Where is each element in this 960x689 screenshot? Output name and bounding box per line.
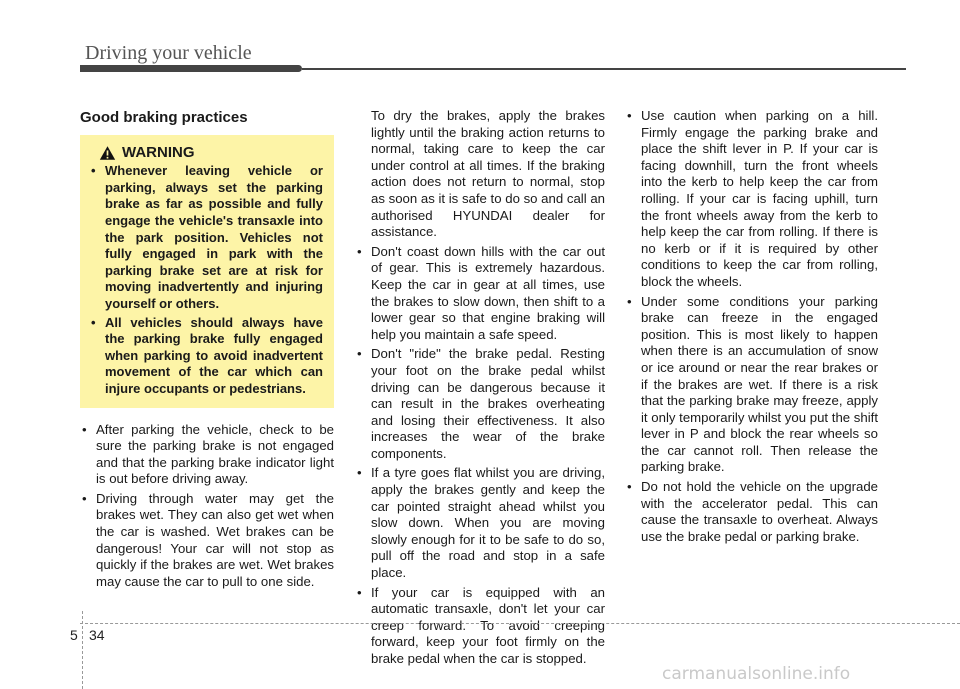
warning-header xyxy=(99,145,323,162)
list-item: • If your car is equipped with an automatic transaxle, don't let your car creep forward. To avoid creeping forward, keep your foot firmly on the brake pedal when the car is stopped. xyxy=(355,585,605,668)
footer-rule xyxy=(80,623,960,624)
page-number: 34 xyxy=(89,627,105,643)
list-item: • Don't "ride" the brake pedal. Resting your foot on the brake pedal whilst driving can be dangerous because it can result in the brakes overheating and losing their effectiveness. It also increases the wear of the brake components. xyxy=(355,346,605,462)
warning-list xyxy=(89,163,323,397)
list-item: • After parking the vehicle, check to be sure the parking brake is not engaged and that the parking brake indicator light is out before driving away. xyxy=(80,422,334,488)
column-left xyxy=(80,108,334,593)
list-item: • If a tyre goes flat whilst you are driving, apply the brakes gently and keep the car pointed straight ahead whilst you slow down. When you are moving slowly enough for it to be safe to do so, pull off the road and stop in a safe place. xyxy=(355,465,605,581)
paragraph: To dry the brakes, apply the brakes lightly until the braking action returns to normal, taking care to keep the car under control at all times. If the braking action does not return to normal, stop as soon as it is safe to do so and call an authorised HYUNDAI dealer for assistance. xyxy=(371,108,605,240)
bullet-list xyxy=(625,108,878,545)
list-item: • Under some conditions your parking brake can freeze in the engaged position. This is most likely to happen when there is an accumulation of snow or ice around or near the rear brakes or if the brakes are wet. If there is a risk that the parking brake may freeze, apply it only temporarily whilst you put the shift lever in P and block the rear wheels so the car cannot roll. Then release the parking brake. xyxy=(625,294,878,477)
page-header-title: Driving your vehicle xyxy=(85,42,252,64)
list-item: • Use caution when parking on a hill. Firmly engage the parking brake and place the shift lever in P. If your car is facing downhill, turn the front wheels into the kerb to help keep the car from rolling. If your car is facing uphill, turn the front wheels away from the kerb to help keep the car from rolling. If there is no kerb or if it is required by other conditions to keep the car from rolling, block the wheels. xyxy=(625,108,878,291)
bullet-list xyxy=(80,422,334,591)
section-number: 5 xyxy=(70,627,78,643)
watermark: carmanualsonline.info xyxy=(662,664,851,684)
footer-divider xyxy=(82,611,83,689)
list-item: • Do not hold the vehicle on the upgrade with the accelerator pedal. This can cause the transaxle to overheat. Always use the brake pedal or parking brake. xyxy=(625,479,878,545)
warning-item: • All vehicles should always have the parking brake fully engaged when parking to avoid inadvertent movement of the car which can injure occupants or pedestrians. xyxy=(89,315,323,398)
bullet-list xyxy=(355,244,605,668)
warning-item: • Whenever leaving vehicle or parking, always set the parking brake as far as possible and fully engage the vehicle's transaxle into the park position. Vehicles not fully engaged in park with the parking brake set are at risk for moving inadvertently and injuring yourself or others. xyxy=(89,163,323,312)
warning-box xyxy=(80,135,334,408)
warning-title: WARNING xyxy=(122,143,195,161)
header-rule-thick xyxy=(80,65,302,72)
section-heading: Good braking practices xyxy=(80,109,248,126)
column-right xyxy=(625,108,878,548)
list-item: • Driving through water may get the brakes wet. They can also get wet when the car is washed. Wet brakes can be dangerous! Your car will not stop as quickly if the brakes are wet. Wet brakes may cause the car to pull to one side. xyxy=(80,491,334,591)
column-middle xyxy=(355,108,605,671)
list-item: • Don't coast down hills with the car out of gear. This is extremely hazardous. Keep the car in gear at all times, use the brakes to slow down, then shift to a lower gear so that engine braking will help you maintain a safe speed. xyxy=(355,244,605,344)
header-rule-thin xyxy=(302,68,906,70)
warning-triangle-icon xyxy=(99,145,116,161)
